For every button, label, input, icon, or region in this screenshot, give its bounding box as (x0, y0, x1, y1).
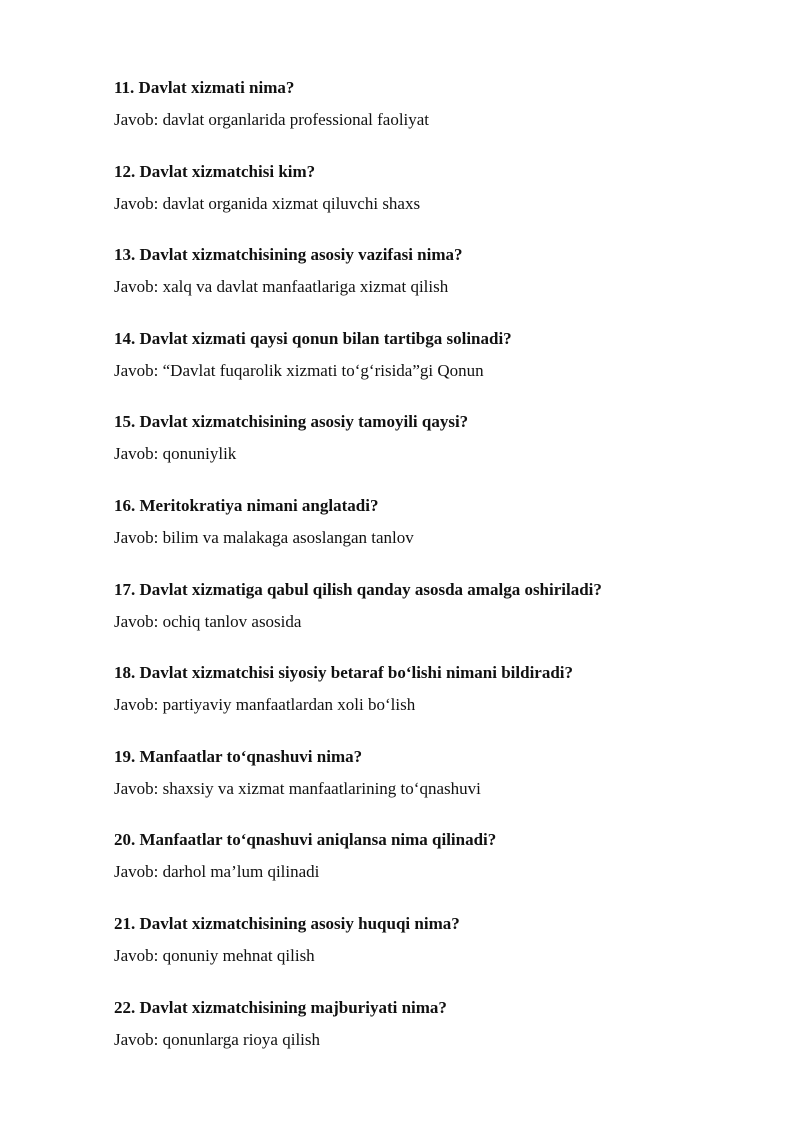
question-text: 11. Davlat xizmati nima? (114, 78, 295, 97)
answer-text: Javob: qonuniylik (114, 444, 237, 464)
qa-item-17 (114, 578, 754, 662)
qa-item-15 (114, 410, 754, 494)
qa-list (114, 76, 754, 1079)
qa-item-22 (114, 996, 754, 1080)
question-text: 15. Davlat xizmatchisining asosiy tamoyili qaysi? (114, 412, 469, 432)
answer-text: Javob: bilim va malakaga asoslangan tanlov (114, 527, 414, 547)
question-text: 14. Davlat xizmati qaysi qonun bilan tartibga solinadi? (114, 328, 512, 348)
question-text: 19. Manfaatlar to‘qnashuvi nima? (114, 746, 363, 766)
question-text: 18. Davlat xizmatchisi siyosiy betaraf bo‘lishi nimani bildiradi? (114, 663, 574, 683)
question-text: 13. Davlat xizmatchisining asosiy vazifasi nima? (114, 245, 463, 265)
answer-text: Javob: qonuniy mehnat qilish (114, 945, 315, 965)
question-text: 17. Davlat xizmatiga qabul qilish qanday asosda amalga oshiriladi? (114, 579, 602, 599)
answer-text: Javob: davlat organida xizmat qiluvchi shaxs (114, 193, 421, 213)
question-text: 16. Meritokratiya nimani anglatadi? (114, 495, 379, 515)
question-text: 22. Davlat xizmatchisining majburiyati nima? (114, 997, 447, 1017)
qa-item-11 (114, 76, 754, 160)
answer-text: Javob: “Davlat fuqarolik xizmati to‘g‘risida”gi Qonun (114, 360, 484, 380)
answer-text: Javob: darhol ma’lum qilinadi (114, 862, 320, 882)
answer-text: Javob: partiyaviy manfaatlardan xoli bo‘lish (114, 695, 416, 715)
qa-item-21 (114, 912, 754, 996)
question-text: 12. Davlat xizmatchisi kim? (114, 161, 316, 181)
qa-item-13 (114, 243, 754, 327)
question-text: 20. Manfaatlar to‘qnashuvi aniqlansa nima qilinadi? (114, 830, 497, 850)
qa-item-14 (114, 327, 754, 411)
qa-item-12 (114, 160, 754, 244)
qa-item-16 (114, 494, 754, 578)
answer-text: Javob: shaxsiy va xizmat manfaatlarining to‘qnashuvi (114, 778, 481, 798)
answer-text: Javob: ochiq tanlov asosida (114, 611, 302, 631)
qa-item-19 (114, 745, 754, 829)
question-text: 21. Davlat xizmatchisining asosiy huquqi nima? (114, 913, 460, 933)
qa-item-20 (114, 828, 754, 912)
answer-text: Javob: qonunlarga rioya qilish (114, 1029, 321, 1049)
qa-item-18 (114, 661, 754, 745)
answer-text: Javob: davlat organlarida professional faoliyat (114, 110, 430, 129)
answer-text: Javob: xalq va davlat manfaatlariga xizmat qilish (114, 277, 449, 297)
